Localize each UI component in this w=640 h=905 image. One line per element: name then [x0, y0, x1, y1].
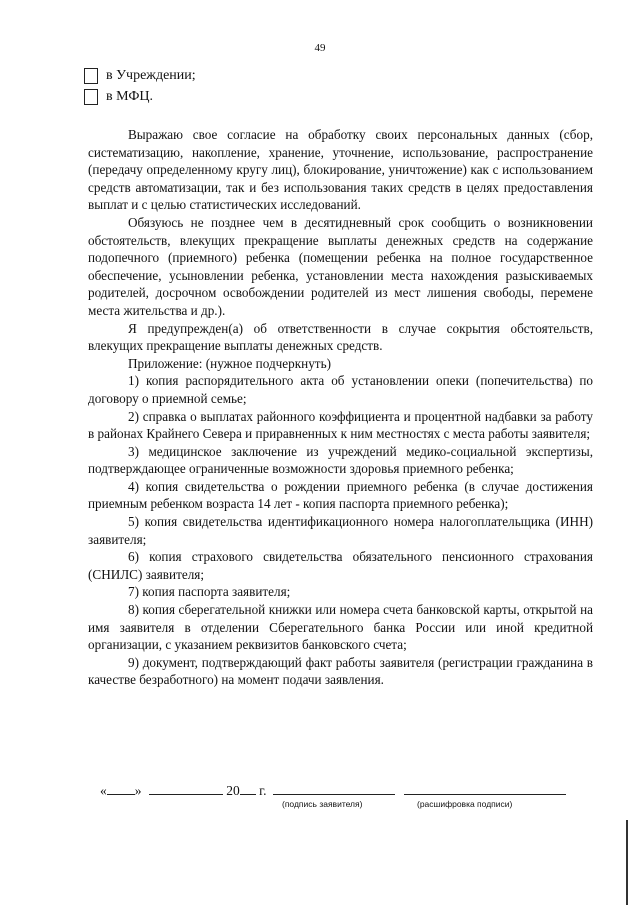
checkbox[interactable] — [84, 68, 98, 84]
checkbox-label: в МФЦ. — [106, 89, 154, 104]
day-field[interactable] — [107, 794, 135, 795]
document-body — [88, 126, 593, 689]
consent-paragraph: Выражаю свое согласие на обработку своих персональных данных (сбор, систематизацию, накопление, хранение, уточнение, использование, распространение (передачу определенному кругу лиц), блокирование, уничтожение) как с использованием средств автоматизации, так и без использования таких средств в целях предоставления выплат и с целью статистических исследований. — [88, 127, 593, 213]
scan-edge-mark — [626, 820, 628, 905]
attachments-heading: Приложение: (нужное подчеркнуть) — [128, 355, 331, 371]
checkbox[interactable] — [84, 89, 98, 105]
year-field[interactable] — [240, 794, 256, 795]
attachment-item: 8) копия сберегательной книжки или номера счета банковской карты, открытой на имя заявителя в отделении Сберегательного банка России или иной кредитной организации, с указанием реквизитов банковского счета; — [88, 602, 593, 653]
attachment-item: 6) копия страхового свидетельства обязательного пенсионного страхования (СНИЛС) заявителя; — [88, 549, 593, 582]
checkbox-option-institution[interactable] — [84, 66, 196, 86]
signature-caption: (подпись заявителя) — [282, 799, 363, 809]
decoding-caption: (расшифровка подписи) — [417, 799, 513, 809]
open-quote: « — [100, 783, 107, 798]
attachment-item: 7) копия паспорта заявителя; — [128, 584, 291, 600]
attachment-item: 3) медицинское заключение из учреждений медико-социальной экспертизы, подтверждающее ограниченные возможности здоровья приемного ребенка; — [88, 443, 593, 477]
month-field[interactable] — [149, 794, 223, 795]
checkbox-option-mfc[interactable] — [84, 87, 153, 107]
year-prefix: 20 — [226, 783, 240, 798]
checkbox-label: в Учреждении; — [106, 68, 196, 83]
warning-paragraph: Я предупрежден(а) об ответственности в случае сокрытия обстоятельств, влекущих прекращение выплаты денежных средств. — [88, 320, 593, 354]
signature-line — [100, 783, 566, 799]
year-suffix: г. — [259, 783, 267, 798]
obligation-paragraph: Обязуюсь не позднее чем в десятидневный срок сообщить о возникновении обстоятельств, влекущих прекращение выплаты денежных средств на содержание подопечного (приемного) ребенка (помещении ребенка на полное государственное обеспечение, усыновлении ребенка, установлении места нахождения разыскиваемых родителей, досрочном освобождении родителей из мест лишения свободы, перемене места жительства и др.). — [88, 214, 593, 318]
attachment-item: 5) копия свидетельства идентификационного номера налогоплательщика (ИНН) заявителя; — [88, 514, 593, 547]
attachment-item: 4) копия свидетельства о рождении приемного ребенка (в случае достижения приемным ребенком возраста 14 лет - копия паспорта приемного ребенка); — [88, 478, 593, 512]
page-number: 49 — [314, 42, 326, 54]
signature-decoding-field[interactable] — [404, 794, 566, 795]
signature-field[interactable] — [273, 794, 395, 795]
attachment-item: 1) копия распорядительного акта об установлении опеки (попечительства) по договору о приемной семье; — [88, 373, 593, 406]
attachment-item: 9) документ, подтверждающий факт работы заявителя (регистрации гражданина в качестве безработного) на момент подачи заявления. — [88, 654, 593, 688]
close-quote: » — [134, 783, 142, 798]
attachment-item: 2) справка о выплатах районного коэффициента и процентной надбавки за работу в районах Крайнего Севера и приравненных к ним местностях с места работы заявителя; — [88, 408, 593, 442]
